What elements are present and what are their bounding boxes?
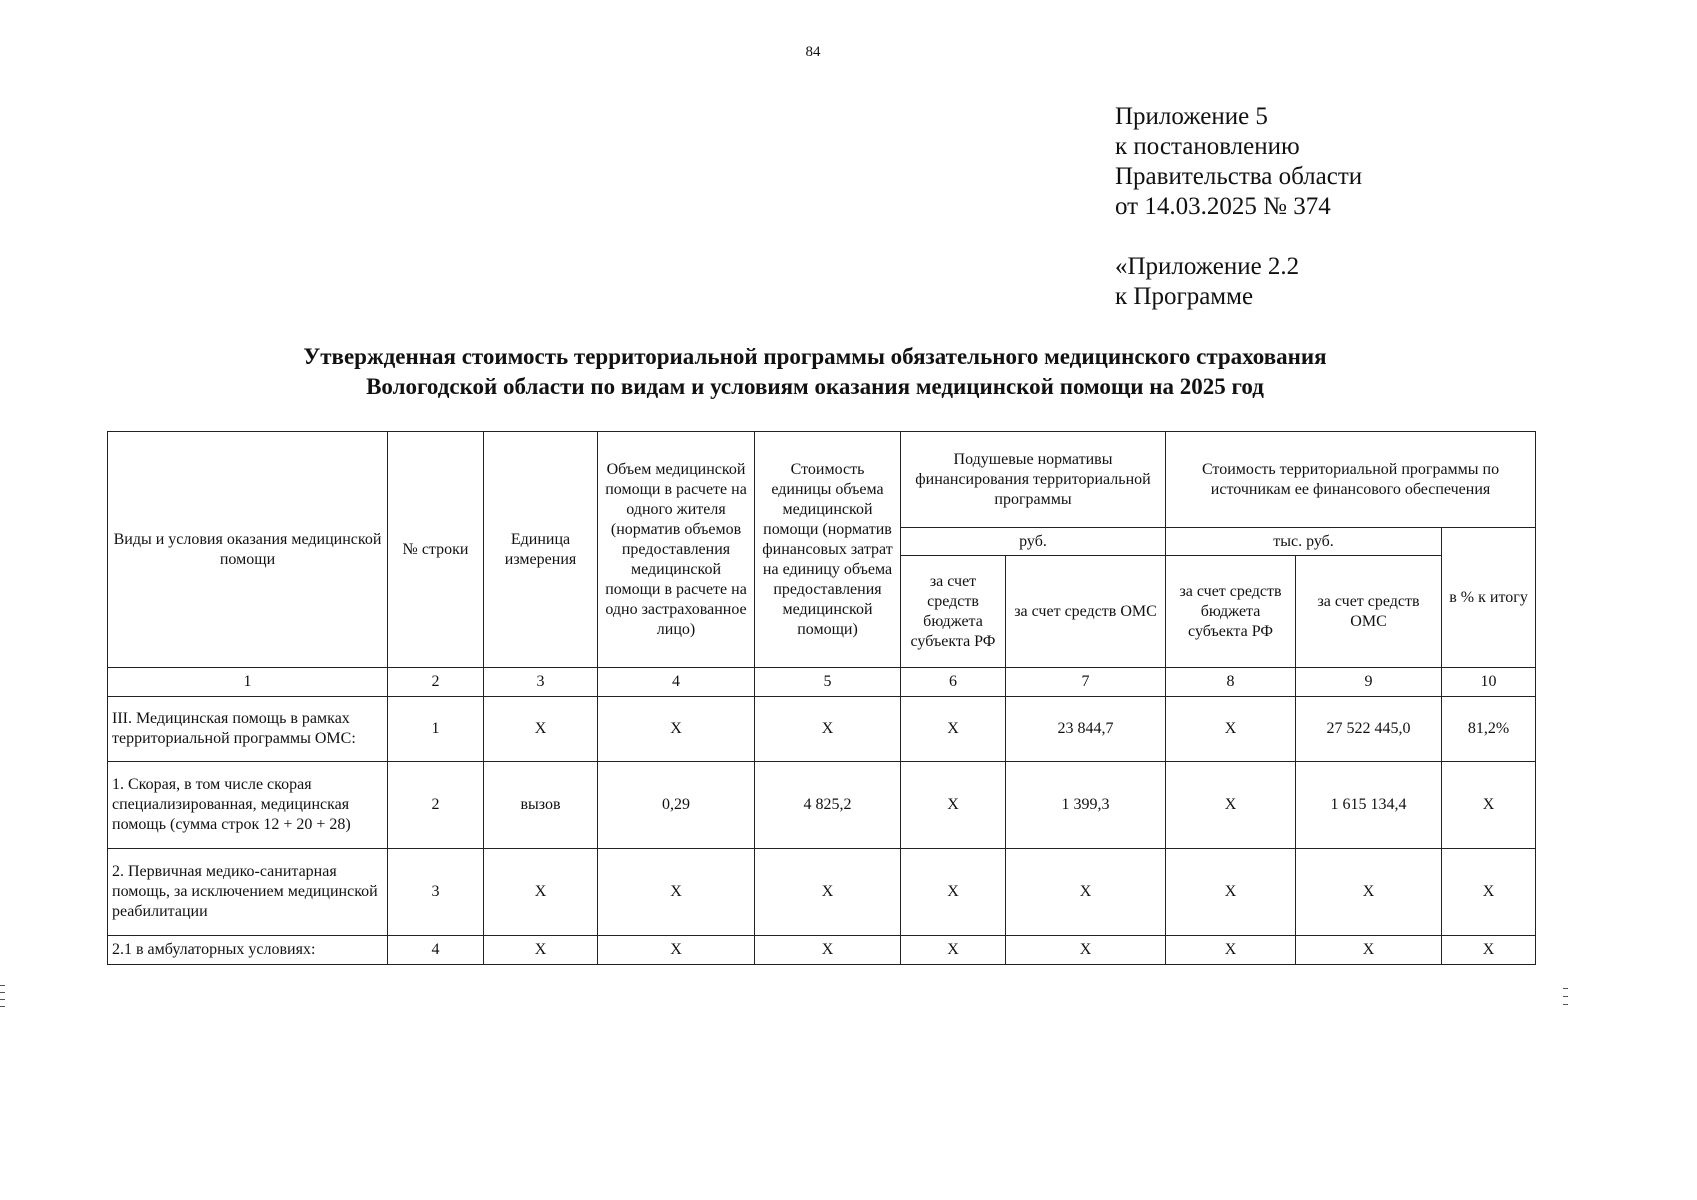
table-cell: X bbox=[755, 936, 901, 965]
table-cell: 4 825,2 bbox=[755, 762, 901, 849]
table-cell: 1 bbox=[388, 697, 484, 762]
table-row bbox=[108, 849, 1536, 936]
table-cell: X bbox=[1166, 697, 1296, 762]
table-cell: X bbox=[1442, 849, 1536, 936]
column-number: 6 bbox=[901, 668, 1006, 697]
table-cell: 23 844,7 bbox=[1006, 697, 1166, 762]
column-number: 3 bbox=[484, 668, 598, 697]
margin-mark bbox=[0, 985, 5, 986]
row-name: 2.1 в амбулаторных условиях: bbox=[108, 936, 388, 965]
table-row bbox=[108, 697, 1536, 762]
header-budget-rub: за счет средств бюджета субъекта РФ bbox=[901, 556, 1006, 668]
table-cell: X bbox=[901, 697, 1006, 762]
cost-table bbox=[107, 431, 1536, 965]
column-number: 9 bbox=[1296, 668, 1442, 697]
header-budget-thousand: за счет средств бюджета субъекта РФ bbox=[1166, 556, 1296, 668]
table-cell: X bbox=[1006, 849, 1166, 936]
row-name: III. Медицинская помощь в рамках территориальной программы ОМС: bbox=[108, 697, 388, 762]
table-cell: X bbox=[901, 936, 1006, 965]
column-number: 4 bbox=[598, 668, 755, 697]
table-cell: X bbox=[598, 849, 755, 936]
margin-mark bbox=[1563, 1004, 1568, 1005]
table-cell: 1 615 134,4 bbox=[1296, 762, 1442, 849]
appendix-line: к постановлению bbox=[1115, 133, 1300, 160]
title-line-2: Вологодской области по видам и условиям оказания медицинской помощи на 2025 год bbox=[366, 374, 1264, 399]
row-name: 1. Скорая, в том числе скорая специализированная, медицинская помощь (сумма строк 12 + 20 + 28) bbox=[108, 762, 388, 849]
table-cell: X bbox=[1296, 936, 1442, 965]
margin-mark bbox=[0, 999, 5, 1000]
title-line-1: Утвержденная стоимость территориальной программы обязательного медицинского страхования bbox=[303, 344, 1327, 369]
margin-mark bbox=[1563, 996, 1568, 997]
column-number: 10 bbox=[1442, 668, 1536, 697]
table-row bbox=[108, 762, 1536, 849]
table-cell: 2 bbox=[388, 762, 484, 849]
table-cell: X bbox=[901, 762, 1006, 849]
column-number-row bbox=[108, 668, 1536, 697]
margin-mark bbox=[0, 992, 5, 993]
table-cell: X bbox=[901, 849, 1006, 936]
header-row-number: № строки bbox=[388, 432, 484, 668]
header-type: Виды и условия оказания медицинской помощи bbox=[108, 432, 388, 668]
appendix-block bbox=[1115, 102, 1362, 312]
table-cell: 0,29 bbox=[598, 762, 755, 849]
table-cell: вызов bbox=[484, 762, 598, 849]
header-percent: в % к итогу bbox=[1442, 528, 1536, 668]
table-cell: X bbox=[598, 936, 755, 965]
appendix-sub-line: «Приложение 2.2 bbox=[1115, 253, 1300, 280]
header-unit-rub: руб. bbox=[901, 528, 1166, 556]
header-unit-thousand-rub: тыс. руб. bbox=[1166, 528, 1442, 556]
header-unit-cost: Стоимость единицы объема медицинской помощи (норматив финансовых затрат на единицу объема предоставления медицинской помощи) bbox=[755, 432, 901, 668]
column-number: 7 bbox=[1006, 668, 1166, 697]
margin-mark bbox=[0, 1006, 5, 1007]
table-cell: X bbox=[598, 697, 755, 762]
column-number: 2 bbox=[388, 668, 484, 697]
table-cell: X bbox=[1006, 936, 1166, 965]
table-cell: X bbox=[1442, 762, 1536, 849]
header-unit: Единица измерения bbox=[484, 432, 598, 668]
table-cell: 27 522 445,0 bbox=[1296, 697, 1442, 762]
column-number: 1 bbox=[108, 668, 388, 697]
appendix-line: Приложение 5 bbox=[1115, 103, 1268, 130]
column-number: 8 bbox=[1166, 668, 1296, 697]
table-cell: 3 bbox=[388, 849, 484, 936]
table-cell: X bbox=[484, 936, 598, 965]
table-cell: X bbox=[1296, 849, 1442, 936]
appendix-sub-line: к Программе bbox=[1115, 283, 1254, 310]
table-cell: X bbox=[1166, 849, 1296, 936]
table-cell: X bbox=[484, 849, 598, 936]
header-per-capita: Подушевые нормативы финансирования территориальной программы bbox=[901, 432, 1166, 528]
margin-mark bbox=[1563, 988, 1568, 989]
row-name: 2. Первичная медико-санитарная помощь, за исключением медицинской реабилитации bbox=[108, 849, 388, 936]
table-cell: X bbox=[484, 697, 598, 762]
table-cell: X bbox=[1166, 762, 1296, 849]
table-row bbox=[108, 936, 1536, 965]
column-number: 5 bbox=[755, 668, 901, 697]
header-oms-thousand: за счет средств ОМС bbox=[1296, 556, 1442, 668]
document-title bbox=[60, 342, 1570, 402]
table-cell: X bbox=[755, 697, 901, 762]
table-cell: 81,2% bbox=[1442, 697, 1536, 762]
appendix-line: Правительства области bbox=[1115, 163, 1363, 190]
header-program-cost: Стоимость территориальной программы по источникам ее финансового обеспечения bbox=[1166, 432, 1536, 528]
table-cell: 4 bbox=[388, 936, 484, 965]
table-cell: X bbox=[1442, 936, 1536, 965]
table-cell: X bbox=[1166, 936, 1296, 965]
header-volume: Объем медицинской помощи в расчете на одного жителя (норматив объемов предоставления медицинской помощи в расчете на одно застрахованное лицо) bbox=[598, 432, 755, 668]
page-number: 84 bbox=[805, 44, 821, 60]
header-oms-rub: за счет средств ОМС bbox=[1006, 556, 1166, 668]
table-cell: X bbox=[755, 849, 901, 936]
table-cell: 1 399,3 bbox=[1006, 762, 1166, 849]
appendix-line: от 14.03.2025 № 374 bbox=[1115, 193, 1331, 220]
